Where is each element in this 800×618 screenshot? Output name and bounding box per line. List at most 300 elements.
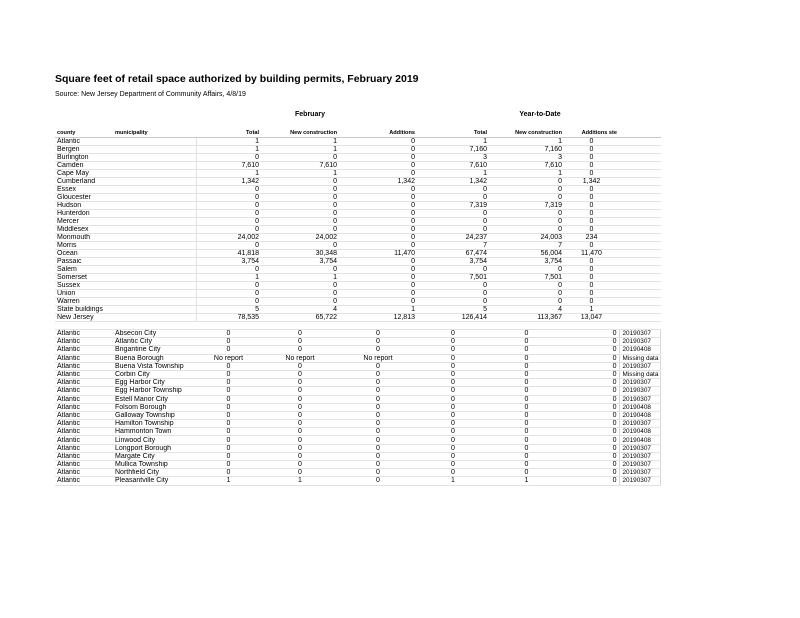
ytd-total-cell: 0 xyxy=(417,354,489,362)
ytd-new-construction-cell: 0 xyxy=(489,387,564,395)
feb-new-construction-cell: 0 xyxy=(261,226,339,234)
ytd-new-construction-cell: 0 xyxy=(489,210,564,218)
municipality-cell xyxy=(113,154,196,162)
municipality-cell: Hammonton Town xyxy=(113,428,196,436)
ytd-total-cell: 0 xyxy=(417,282,489,290)
ytd-additions-cell: 234 xyxy=(564,234,619,242)
february-group-header: February xyxy=(295,111,325,118)
municipality-row xyxy=(55,379,661,387)
ytd-new-construction-cell: 0 xyxy=(489,338,564,346)
municipality-cell xyxy=(113,218,196,226)
spacer-cell xyxy=(55,322,113,330)
feb-total-cell: 1 xyxy=(196,477,261,485)
feb-total-cell: 1 xyxy=(196,146,261,154)
municipality-row xyxy=(55,477,661,485)
feb-new-construction-cell: No report xyxy=(261,354,339,362)
blank-cell xyxy=(619,298,661,306)
ytd-new-construction-cell: 0 xyxy=(489,444,564,452)
ytd-additions-cell: 0 xyxy=(564,387,619,395)
ytd-total-cell: 0 xyxy=(417,194,489,202)
feb-total-cell: 1,342 xyxy=(196,178,261,186)
county-cell: Monmouth xyxy=(55,234,113,242)
feb-additions-cell: 0 xyxy=(339,186,417,194)
feb-new-construction-cell: 0 xyxy=(261,202,339,210)
county-cell: Bergen xyxy=(55,146,113,154)
ytd-total-cell: 7,610 xyxy=(417,162,489,170)
feb-total-cell: 0 xyxy=(196,379,261,387)
municipality-cell xyxy=(113,226,196,234)
county-cell: Burlington xyxy=(55,154,113,162)
municipality-cell xyxy=(113,202,196,210)
ytd-total-cell: 7,319 xyxy=(417,202,489,210)
feb-total-cell: 0 xyxy=(196,298,261,306)
blank-cell xyxy=(619,258,661,266)
ytd-additions-cell: 0 xyxy=(564,338,619,346)
ytd-new-construction-cell: 1 xyxy=(489,138,564,146)
feb-new-construction-cell: 0 xyxy=(261,444,339,452)
feb-additions-cell: 0 xyxy=(339,290,417,298)
feb-total-cell: 1 xyxy=(196,274,261,282)
ytd-additions-cell: 0 xyxy=(564,138,619,146)
county-row xyxy=(55,194,661,202)
ytd-new-construction-cell: 1 xyxy=(489,170,564,178)
spacer-cell xyxy=(489,322,564,330)
ytd-total-cell: 1 xyxy=(417,138,489,146)
feb-additions-cell: 0 xyxy=(339,403,417,411)
ytd-new-construction-cell: 3,754 xyxy=(489,258,564,266)
col-header-feb-new-construction: New construction xyxy=(261,128,339,138)
county-row xyxy=(55,218,661,226)
ytd-total-cell: 3 xyxy=(417,154,489,162)
feb-additions-cell: 0 xyxy=(339,477,417,485)
county-row xyxy=(55,234,661,242)
municipality-row xyxy=(55,370,661,378)
ytd-new-construction-cell: 0 xyxy=(489,370,564,378)
ytd-total-cell: 0 xyxy=(417,395,489,403)
retail-space-table xyxy=(55,128,661,486)
county-cell: Atlantic xyxy=(55,469,113,477)
feb-new-construction-cell: 0 xyxy=(261,338,339,346)
ytd-total-cell: 0 xyxy=(417,346,489,354)
blank-cell xyxy=(619,154,661,162)
municipality-cell xyxy=(113,138,196,146)
municipality-cell: Folsom Borough xyxy=(113,403,196,411)
document-source: Source: New Jersey Department of Community Affairs, 4/8/19 xyxy=(55,91,246,98)
municipality-cell xyxy=(113,314,196,322)
blank-cell xyxy=(619,250,661,258)
municipality-cell: Galloway Township xyxy=(113,411,196,419)
feb-new-construction-cell: 0 xyxy=(261,194,339,202)
ytd-total-cell: 24,237 xyxy=(417,234,489,242)
ytd-new-construction-cell: 0 xyxy=(489,362,564,370)
feb-total-cell: 41,818 xyxy=(196,250,261,258)
feb-total-cell: 0 xyxy=(196,461,261,469)
municipality-cell xyxy=(113,210,196,218)
ytd-total-cell: 5 xyxy=(417,306,489,314)
spacer-cell xyxy=(619,322,661,330)
county-cell: Atlantic xyxy=(55,362,113,370)
feb-total-cell: 0 xyxy=(196,330,261,338)
county-cell: Atlantic xyxy=(55,477,113,485)
feb-total-cell: 0 xyxy=(196,444,261,452)
municipality-row xyxy=(55,444,661,452)
ytd-additions-cell: 0 xyxy=(564,202,619,210)
ytd-total-cell: 0 xyxy=(417,266,489,274)
county-cell: Passaic xyxy=(55,258,113,266)
ytd-additions-cell: 0 xyxy=(564,420,619,428)
feb-total-cell: 0 xyxy=(196,242,261,250)
ytd-additions-cell: 0 xyxy=(564,346,619,354)
feb-additions-cell: 0 xyxy=(339,330,417,338)
county-cell: Atlantic xyxy=(55,395,113,403)
municipality-cell: Corbin City xyxy=(113,370,196,378)
feb-total-cell: 1 xyxy=(196,138,261,146)
spacer-cell xyxy=(339,322,417,330)
blank-cell xyxy=(619,138,661,146)
county-cell: Hunterdon xyxy=(55,210,113,218)
municipality-row xyxy=(55,330,661,338)
ytd-new-construction-cell: 0 xyxy=(489,411,564,419)
ytd-additions-cell: 1 xyxy=(564,306,619,314)
blank-cell xyxy=(619,226,661,234)
ytd-additions-cell: 0 xyxy=(564,436,619,444)
feb-new-construction-cell: 0 xyxy=(261,154,339,162)
ytd-total-cell: 1,342 xyxy=(417,178,489,186)
municipality-row xyxy=(55,338,661,346)
county-cell: Ocean xyxy=(55,250,113,258)
ytd-additions-cell: 0 xyxy=(564,290,619,298)
county-cell: Atlantic xyxy=(55,338,113,346)
spacer-cell xyxy=(113,322,196,330)
municipality-row xyxy=(55,420,661,428)
feb-new-construction-cell: 0 xyxy=(261,403,339,411)
municipality-row xyxy=(55,354,661,362)
ytd-total-cell: 67,474 xyxy=(417,250,489,258)
ytd-total-cell: 0 xyxy=(417,403,489,411)
ytd-new-construction-cell: 0 xyxy=(489,436,564,444)
blank-cell xyxy=(619,178,661,186)
county-row xyxy=(55,266,661,274)
feb-total-cell: 0 xyxy=(196,452,261,460)
county-cell: Mercer xyxy=(55,218,113,226)
feb-new-construction-cell: 0 xyxy=(261,266,339,274)
feb-total-cell: 0 xyxy=(196,290,261,298)
ytd-new-construction-cell: 0 xyxy=(489,346,564,354)
feb-new-construction-cell: 1 xyxy=(261,274,339,282)
feb-new-construction-cell: 30,348 xyxy=(261,250,339,258)
ytd-new-construction-cell: 0 xyxy=(489,452,564,460)
report-date-cell: 20190307 xyxy=(619,444,661,452)
feb-total-cell: 0 xyxy=(196,395,261,403)
municipality-cell xyxy=(113,250,196,258)
ytd-new-construction-cell: 1 xyxy=(489,477,564,485)
ytd-total-cell: 3,754 xyxy=(417,258,489,266)
ytd-additions-cell: 0 xyxy=(564,461,619,469)
ytd-new-construction-cell: 7,319 xyxy=(489,202,564,210)
county-cell: Middlesex xyxy=(55,226,113,234)
ytd-total-cell: 0 xyxy=(417,210,489,218)
feb-new-construction-cell: 0 xyxy=(261,469,339,477)
county-cell: Atlantic xyxy=(55,452,113,460)
col-header-blank xyxy=(619,128,661,138)
ytd-total-cell: 0 xyxy=(417,218,489,226)
ytd-additions-cell: 0 xyxy=(564,242,619,250)
municipality-row xyxy=(55,403,661,411)
county-row xyxy=(55,258,661,266)
feb-new-construction-cell: 0 xyxy=(261,436,339,444)
ytd-additions-cell: 0 xyxy=(564,477,619,485)
spacer-cell xyxy=(564,322,619,330)
feb-additions-cell: 0 xyxy=(339,282,417,290)
feb-new-construction-cell: 3,754 xyxy=(261,258,339,266)
ytd-total-cell: 0 xyxy=(417,362,489,370)
feb-total-cell: No report xyxy=(196,354,261,362)
ytd-additions-cell: 0 xyxy=(564,330,619,338)
feb-new-construction-cell: 0 xyxy=(261,186,339,194)
county-cell: Atlantic xyxy=(55,138,113,146)
municipality-cell: Linwood City xyxy=(113,436,196,444)
county-row xyxy=(55,226,661,234)
feb-total-cell: 0 xyxy=(196,436,261,444)
municipality-row xyxy=(55,395,661,403)
county-cell: Morris xyxy=(55,242,113,250)
col-header-ytd-new-construction: New construction xyxy=(489,128,564,138)
county-row xyxy=(55,170,661,178)
municipality-row xyxy=(55,428,661,436)
feb-additions-cell: 0 xyxy=(339,346,417,354)
report-date-cell: 20190307 xyxy=(619,362,661,370)
ytd-total-cell: 0 xyxy=(417,411,489,419)
feb-new-construction-cell: 0 xyxy=(261,298,339,306)
feb-total-cell: 0 xyxy=(196,226,261,234)
county-cell: New Jersey xyxy=(55,314,113,322)
feb-total-cell: 0 xyxy=(196,346,261,354)
county-cell: State buildings xyxy=(55,306,113,314)
column-header-row xyxy=(55,128,661,138)
ytd-additions-cell: 0 xyxy=(564,452,619,460)
feb-new-construction-cell: 4 xyxy=(261,306,339,314)
municipality-cell xyxy=(113,146,196,154)
feb-total-cell: 0 xyxy=(196,370,261,378)
feb-additions-cell: 0 xyxy=(339,274,417,282)
feb-total-cell: 0 xyxy=(196,154,261,162)
ytd-additions-cell: 1,342 xyxy=(564,178,619,186)
feb-total-cell: 0 xyxy=(196,469,261,477)
municipality-row xyxy=(55,387,661,395)
report-date-cell: 20190408 xyxy=(619,403,661,411)
feb-total-cell: 78,535 xyxy=(196,314,261,322)
report-date-cell: 20190307 xyxy=(619,420,661,428)
ytd-new-construction-cell: 0 xyxy=(489,290,564,298)
ytd-total-cell: 0 xyxy=(417,379,489,387)
county-cell: Cape May xyxy=(55,170,113,178)
municipality-cell: Buena Borough xyxy=(113,354,196,362)
county-cell: Hudson xyxy=(55,202,113,210)
blank-cell xyxy=(619,162,661,170)
municipality-cell xyxy=(113,258,196,266)
feb-additions-cell: 0 xyxy=(339,428,417,436)
feb-additions-cell: 1,342 xyxy=(339,178,417,186)
spacer-row xyxy=(55,322,661,330)
municipality-cell xyxy=(113,162,196,170)
feb-additions-cell: 0 xyxy=(339,444,417,452)
municipality-cell: Brigantine City xyxy=(113,346,196,354)
feb-total-cell: 3,754 xyxy=(196,258,261,266)
feb-additions-cell: 0 xyxy=(339,411,417,419)
feb-total-cell: 0 xyxy=(196,186,261,194)
feb-additions-cell: 0 xyxy=(339,362,417,370)
feb-new-construction-cell: 1 xyxy=(261,477,339,485)
feb-new-construction-cell: 0 xyxy=(261,452,339,460)
municipality-cell xyxy=(113,290,196,298)
county-cell: Essex xyxy=(55,186,113,194)
ytd-new-construction-cell: 24,003 xyxy=(489,234,564,242)
ytd-additions-cell: 0 xyxy=(564,210,619,218)
municipality-cell xyxy=(113,186,196,194)
county-row xyxy=(55,138,661,146)
municipality-cell xyxy=(113,274,196,282)
ytd-additions-cell: 0 xyxy=(564,354,619,362)
blank-cell xyxy=(619,146,661,154)
ytd-additions-cell: 0 xyxy=(564,218,619,226)
feb-total-cell: 5 xyxy=(196,306,261,314)
county-cell: Salem xyxy=(55,266,113,274)
feb-new-construction-cell: 0 xyxy=(261,461,339,469)
feb-new-construction-cell: 0 xyxy=(261,346,339,354)
feb-additions-cell: 0 xyxy=(339,452,417,460)
municipality-cell xyxy=(113,298,196,306)
ytd-additions-cell: 0 xyxy=(564,403,619,411)
municipality-cell: Atlantic City xyxy=(113,338,196,346)
feb-additions-cell: 0 xyxy=(339,387,417,395)
feb-total-cell: 0 xyxy=(196,210,261,218)
col-header-municipality: municipality xyxy=(113,128,196,138)
county-cell: Cumberland xyxy=(55,178,113,186)
report-date-cell: 20190307 xyxy=(619,469,661,477)
ytd-new-construction-cell: 113,367 xyxy=(489,314,564,322)
report-date-cell: 20190307 xyxy=(619,395,661,403)
feb-new-construction-cell: 0 xyxy=(261,370,339,378)
blank-cell xyxy=(619,210,661,218)
municipality-cell: Egg Harbor City xyxy=(113,379,196,387)
ytd-additions-cell: 0 xyxy=(564,154,619,162)
feb-total-cell: 0 xyxy=(196,266,261,274)
ytd-new-construction-cell: 0 xyxy=(489,226,564,234)
ytd-additions-cell: 0 xyxy=(564,194,619,202)
feb-additions-cell: 0 xyxy=(339,420,417,428)
report-date-cell: 20190307 xyxy=(619,338,661,346)
blank-cell xyxy=(619,234,661,242)
feb-additions-cell: 0 xyxy=(339,218,417,226)
report-date-cell: 20190408 xyxy=(619,346,661,354)
feb-additions-cell: 0 xyxy=(339,234,417,242)
ytd-new-construction-cell: 0 xyxy=(489,178,564,186)
ytd-total-cell: 0 xyxy=(417,226,489,234)
county-cell: Atlantic xyxy=(55,436,113,444)
ytd-new-construction-cell: 7,501 xyxy=(489,274,564,282)
county-cell: Atlantic xyxy=(55,346,113,354)
ytd-new-construction-cell: 0 xyxy=(489,186,564,194)
county-cell: Camden xyxy=(55,162,113,170)
county-cell: Atlantic xyxy=(55,330,113,338)
feb-new-construction-cell: 65,722 xyxy=(261,314,339,322)
report-date-cell: 20190408 xyxy=(619,436,661,444)
feb-additions-cell: 0 xyxy=(339,379,417,387)
blank-cell xyxy=(619,290,661,298)
feb-new-construction-cell: 0 xyxy=(261,282,339,290)
ytd-additions-cell: 0 xyxy=(564,428,619,436)
county-row xyxy=(55,314,661,322)
feb-total-cell: 0 xyxy=(196,362,261,370)
report-date-cell: 20190307 xyxy=(619,461,661,469)
feb-new-construction-cell: 0 xyxy=(261,420,339,428)
feb-additions-cell: 1 xyxy=(339,306,417,314)
feb-new-construction-cell: 1 xyxy=(261,146,339,154)
feb-additions-cell: No report xyxy=(339,354,417,362)
table-body xyxy=(55,138,661,486)
ytd-additions-cell: 0 xyxy=(564,146,619,154)
feb-additions-cell: 0 xyxy=(339,436,417,444)
county-cell: Atlantic xyxy=(55,461,113,469)
county-cell: Atlantic xyxy=(55,387,113,395)
blank-cell xyxy=(619,170,661,178)
ytd-additions-cell: 0 xyxy=(564,379,619,387)
municipality-cell: Margate City xyxy=(113,452,196,460)
spacer-cell xyxy=(261,322,339,330)
blank-cell xyxy=(619,306,661,314)
ytd-additions-cell: 0 xyxy=(564,266,619,274)
county-row xyxy=(55,282,661,290)
county-row xyxy=(55,146,661,154)
ytd-additions-cell: 13,047 xyxy=(564,314,619,322)
county-cell: Atlantic xyxy=(55,428,113,436)
county-cell: Sussex xyxy=(55,282,113,290)
ytd-total-cell: 1 xyxy=(417,170,489,178)
ytd-additions-cell: 11,470 xyxy=(564,250,619,258)
feb-additions-cell: 0 xyxy=(339,162,417,170)
feb-additions-cell: 0 xyxy=(339,461,417,469)
ytd-new-construction-cell: 0 xyxy=(489,298,564,306)
feb-total-cell: 0 xyxy=(196,428,261,436)
ytd-additions-cell: 0 xyxy=(564,444,619,452)
ytd-additions-cell: 0 xyxy=(564,162,619,170)
ytd-additions-cell: 0 xyxy=(564,258,619,266)
municipality-row xyxy=(55,436,661,444)
ytd-additions-cell: 0 xyxy=(564,362,619,370)
ytd-total-cell: 0 xyxy=(417,298,489,306)
feb-total-cell: 0 xyxy=(196,218,261,226)
ytd-new-construction-cell: 0 xyxy=(489,461,564,469)
feb-total-cell: 0 xyxy=(196,338,261,346)
feb-total-cell: 0 xyxy=(196,420,261,428)
feb-additions-cell: 0 xyxy=(339,202,417,210)
ytd-additions-cell: 0 xyxy=(564,395,619,403)
ytd-additions-cell: 0 xyxy=(564,298,619,306)
ytd-total-cell: 0 xyxy=(417,387,489,395)
ytd-total-cell: 7,160 xyxy=(417,146,489,154)
municipality-row xyxy=(55,411,661,419)
blank-cell xyxy=(619,266,661,274)
municipality-row xyxy=(55,469,661,477)
ytd-additions-cell: 0 xyxy=(564,469,619,477)
feb-additions-cell: 0 xyxy=(339,170,417,178)
county-row xyxy=(55,250,661,258)
feb-additions-cell: 0 xyxy=(339,146,417,154)
ytd-new-construction-cell: 4 xyxy=(489,306,564,314)
municipality-cell: Mullica Township xyxy=(113,461,196,469)
municipality-cell xyxy=(113,178,196,186)
blank-cell xyxy=(619,218,661,226)
